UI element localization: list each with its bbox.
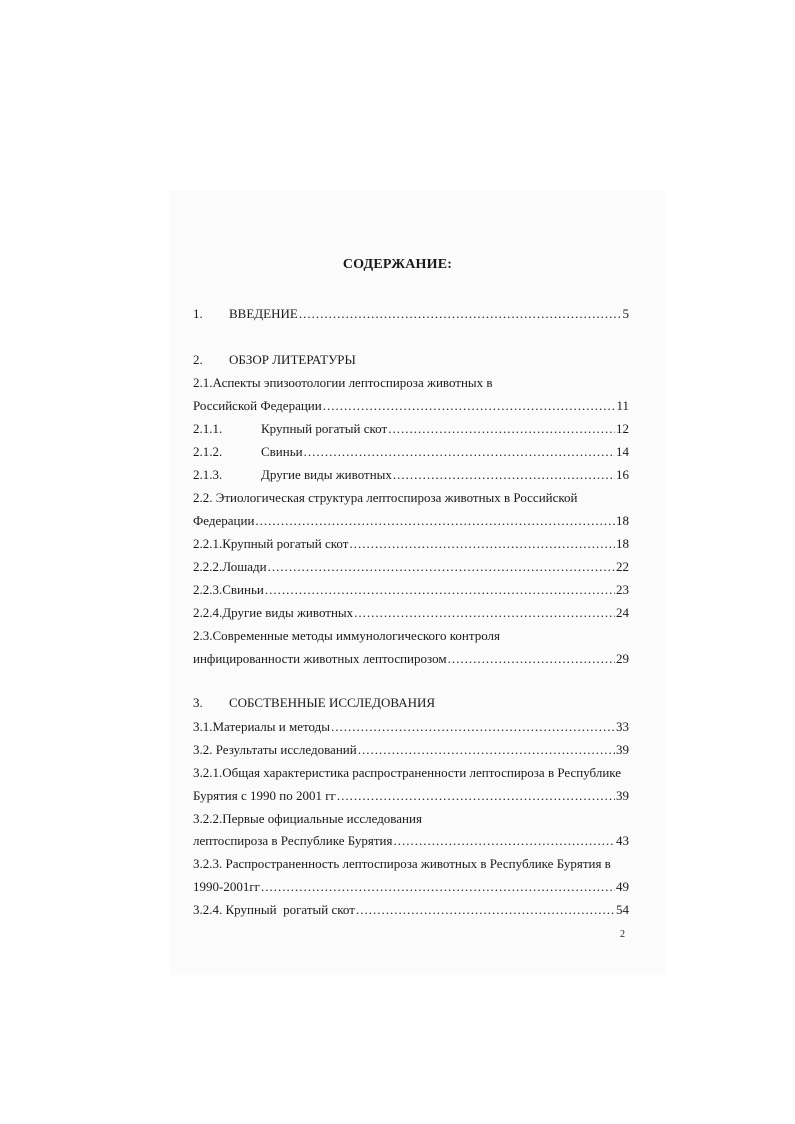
toc-entry-3-2-2-line2[interactable] (193, 832, 629, 850)
toc-label: 3.1.Материалы и методы (193, 719, 330, 734)
toc-entry-2-1-2[interactable] (193, 443, 629, 461)
toc-label: 3.2. Результаты исследований (193, 742, 357, 757)
toc-page: 11 (616, 398, 629, 413)
toc-label: СОБСТВЕННЫЕ ИССЛЕДОВАНИЯ (229, 695, 436, 710)
toc-entry-3-2[interactable] (193, 741, 629, 759)
toc-label: 3.2.4. Крупный рогатый скот (193, 902, 355, 917)
toc-page: 54 (616, 902, 629, 917)
toc-entry-2-3-line2[interactable] (193, 650, 629, 668)
toc-page: 5 (622, 306, 629, 321)
dot-leader (255, 512, 615, 530)
toc-label: лептоспироза в Республике Бурятия (193, 833, 393, 848)
toc-entry-3-2-3-line1[interactable]: 3.2.3. Распространенность лептоспироза животных в Республике Бурятия в (193, 856, 611, 871)
toc-page: 29 (616, 651, 629, 666)
dot-leader (299, 305, 622, 323)
toc-page: 43 (616, 833, 629, 848)
toc-number: 2.1.1. (193, 421, 223, 436)
toc-label: Российской Федерации (193, 398, 322, 413)
toc-entry-2-2-3[interactable] (193, 581, 629, 599)
toc-entry-2-2-1[interactable] (193, 535, 629, 553)
dot-leader (304, 443, 615, 461)
toc-label: ВВЕДЕНИЕ (229, 306, 298, 321)
toc-label: Свиньи (261, 444, 303, 459)
toc-number: 1. (193, 306, 203, 321)
dot-leader (356, 901, 615, 919)
toc-label: 2.2.3.Свиньи (193, 582, 264, 597)
toc-label: 1990-2001гг (193, 879, 260, 894)
toc-page: 12 (616, 421, 629, 436)
dot-leader (265, 581, 615, 599)
page-number: 2 (620, 929, 625, 940)
toc-page: 18 (616, 536, 629, 551)
toc-page: 18 (616, 513, 629, 528)
dot-leader (388, 420, 615, 438)
toc-label: Федерации (193, 513, 255, 528)
toc-entry-3-2-3-line2[interactable] (193, 878, 629, 896)
toc-number: 2.1.3. (193, 467, 223, 482)
toc-label: инфицированности животных лептоспирозом (193, 651, 447, 666)
toc-label: ОБЗОР ЛИТЕРАТУРЫ (229, 352, 356, 367)
toc-entry-2-1-line1[interactable]: 2.1.Аспекты эпизоотологии лептоспироза животных в (193, 375, 493, 390)
toc-page: 24 (616, 605, 629, 620)
toc-page: 39 (616, 742, 629, 757)
toc-entry-3-2-1-line2[interactable] (193, 787, 629, 805)
dot-leader (323, 397, 616, 415)
toc-label: 2.2.4.Другие виды животных (193, 605, 354, 620)
toc-entry-2-2-line1[interactable]: 2.2. Этиологическая структура лептоспироза животных в Российской (193, 490, 578, 505)
dot-leader (261, 878, 615, 896)
toc-entry-2-1-line2[interactable] (193, 397, 629, 415)
toc-entry-2-3-line1[interactable]: 2.3.Современные методы иммунологического контроля (193, 628, 501, 643)
toc-section-3[interactable] (193, 694, 629, 712)
dot-leader (349, 535, 615, 553)
toc-page: 16 (616, 467, 629, 482)
dot-leader (354, 604, 615, 622)
dot-leader (337, 787, 615, 805)
toc-entry-2-2-2[interactable] (193, 558, 629, 576)
dot-leader (268, 558, 615, 576)
page-title: СОДЕРЖАНИЕ: (342, 257, 453, 272)
dot-leader (358, 741, 615, 759)
toc-entry-2-2-4[interactable] (193, 604, 629, 622)
toc-page: 33 (616, 719, 629, 734)
dot-leader (393, 832, 615, 850)
toc-entry-intro[interactable] (193, 305, 629, 323)
toc-page: 49 (616, 879, 629, 894)
toc-entry-3-1[interactable] (193, 718, 629, 736)
toc-number: 3. (193, 695, 203, 710)
dot-leader (448, 650, 615, 668)
toc-label: Бурятия с 1990 по 2001 гг (193, 788, 336, 803)
toc-section-2[interactable] (193, 351, 629, 369)
toc-label: 2.2.2.Лошади (193, 559, 267, 574)
toc-label: Крупный рогатый скот (261, 421, 388, 436)
toc-entry-2-2-line2[interactable] (193, 512, 629, 530)
toc-label: Другие виды животных (261, 467, 392, 482)
toc-entry-3-2-4[interactable] (193, 901, 629, 919)
toc-page: 39 (616, 788, 629, 803)
dot-leader (331, 718, 615, 736)
toc-entry-2-1-1[interactable] (193, 420, 629, 438)
toc-page: 22 (616, 559, 629, 574)
dot-leader (393, 466, 615, 484)
toc-number: 2.1.2. (193, 444, 223, 459)
toc-entry-2-1-3[interactable] (193, 466, 629, 484)
toc-entry-3-2-1-line1[interactable]: 3.2.1.Общая характеристика распространенности лептоспироза в Республике (193, 765, 622, 780)
toc-entry-3-2-2-line1[interactable]: 3.2.2.Первые официальные исследования (193, 811, 422, 826)
toc-label: 2.2.1.Крупный рогатый скот (193, 536, 349, 551)
toc-page: 23 (616, 582, 629, 597)
toc-number: 2. (193, 352, 203, 367)
toc-page: 14 (616, 444, 629, 459)
